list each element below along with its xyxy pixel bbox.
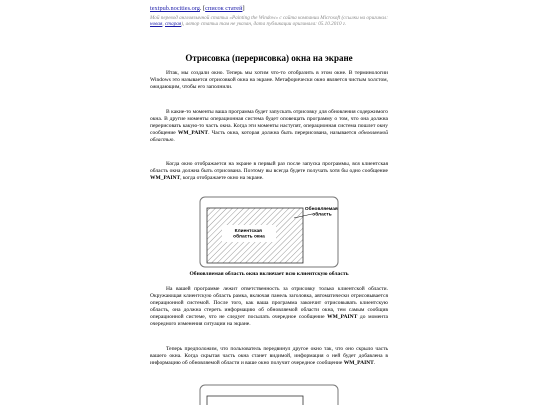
client-label-line1: Клиентская	[234, 229, 262, 234]
p2-text-c: . Часть окна, которая должна быть перерисована, называется	[208, 129, 359, 136]
figure-caption: Обновляемая область окна включает всю клиентскую область	[189, 271, 349, 277]
p5-text-a: Теперь предположим, что пользователь передвинул другое окно так, что оно скрыло часть вашего окна. Когда скрытая часть окна станет видимой, информация о ней будет добавлена в информацию об обновляемой области и ваше окно получит очередное сообщение	[150, 346, 388, 366]
p2-wm-paint: WM_PAINT	[177, 129, 209, 136]
p2-update-region: обновляемой областью	[150, 129, 388, 143]
original-new-link[interactable]: новая	[150, 21, 163, 28]
page-title: Отрисовка (перерисовка) окна на экране	[185, 53, 353, 63]
paragraph-1	[150, 70, 388, 91]
nav-separator: . [	[199, 5, 206, 12]
note-comma: ,	[162, 21, 165, 28]
client-label-line2: область окна	[233, 234, 265, 240]
update-label-line1: Обновляемая	[304, 207, 338, 212]
p2-text-e: .	[173, 136, 175, 143]
note-text-before: Мой перевод англоязычной статьи «Painting the Window» с сайта компании Microsoft (ссылки на оригинал:	[150, 15, 388, 21]
nav-close: ]	[242, 5, 245, 12]
site-link[interactable]: textpub.nocities.org	[150, 5, 200, 12]
note-text-after: ), автор статьи там не указан, дата публикации оригинала: 05.10.2010 г.	[181, 21, 347, 28]
update-label-line2: область	[312, 212, 332, 218]
p4-text-c: до момента очередного изменения ситуации на экране.	[150, 313, 388, 327]
paragraph-3	[150, 161, 388, 182]
paragraph-1-text: Итак, мы создали окно. Теперь мы хотим что-то отобразить в этом окне. В терминологии Windows это называется отрисовкой окна на экране. Метафорически окно является чистым холстом, ожидающим, чтобы его заполнили.	[150, 70, 388, 90]
p3-wm-paint: WM_PAINT	[150, 174, 181, 181]
p3-text-c: , когда отображаете окно на экране.	[180, 174, 264, 181]
figure-second-window	[199, 384, 339, 405]
p4-text-a: На вашей программе лежит ответственность за отрисовку только клиентской области. Окружающая клиентскую область рамка, включая панель заголовка, автоматически отрисовывается операционной системой. После того, как ваша программа закончит отрисовывать клиентскую область, она должна стереть информацию об обновляемой области окна, тем самым сообщив операционной системе, что не следует посылать очередное сообщение	[150, 286, 388, 320]
p3-text-a: Когда окно отображается на экране в первый раз после запуска программы, вся клиентская область окна должна быть отрисована. Поэтому вы всегда будете получать хотя бы одно сообщение	[150, 161, 388, 174]
p5-text-c: .	[373, 359, 376, 366]
paragraph-2	[150, 109, 388, 144]
figure-update-region	[199, 196, 339, 268]
second-client-rect	[207, 396, 303, 405]
original-old-link[interactable]: старая	[164, 21, 182, 28]
p2-text-a: В какие-то моменты ваша программа будет запускать отрисовку для обновления содержимого окна. В другие моменты операционная система будет оповещать программу о том, что она должна перерисовать какую-то часть окна. Когда эти моменты наступят, операционная система пошлет окну сообщение	[150, 109, 388, 136]
top-navigation	[150, 5, 245, 13]
p5-wm-paint: WM_PAINT	[343, 359, 374, 366]
paragraph-5	[150, 346, 388, 367]
articles-list-link[interactable]: список статей	[205, 5, 243, 12]
translator-note	[150, 15, 388, 28]
p4-wm-paint: WM_PAINT	[327, 313, 358, 320]
client-area-label	[233, 228, 265, 240]
paragraph-4	[150, 286, 388, 327]
